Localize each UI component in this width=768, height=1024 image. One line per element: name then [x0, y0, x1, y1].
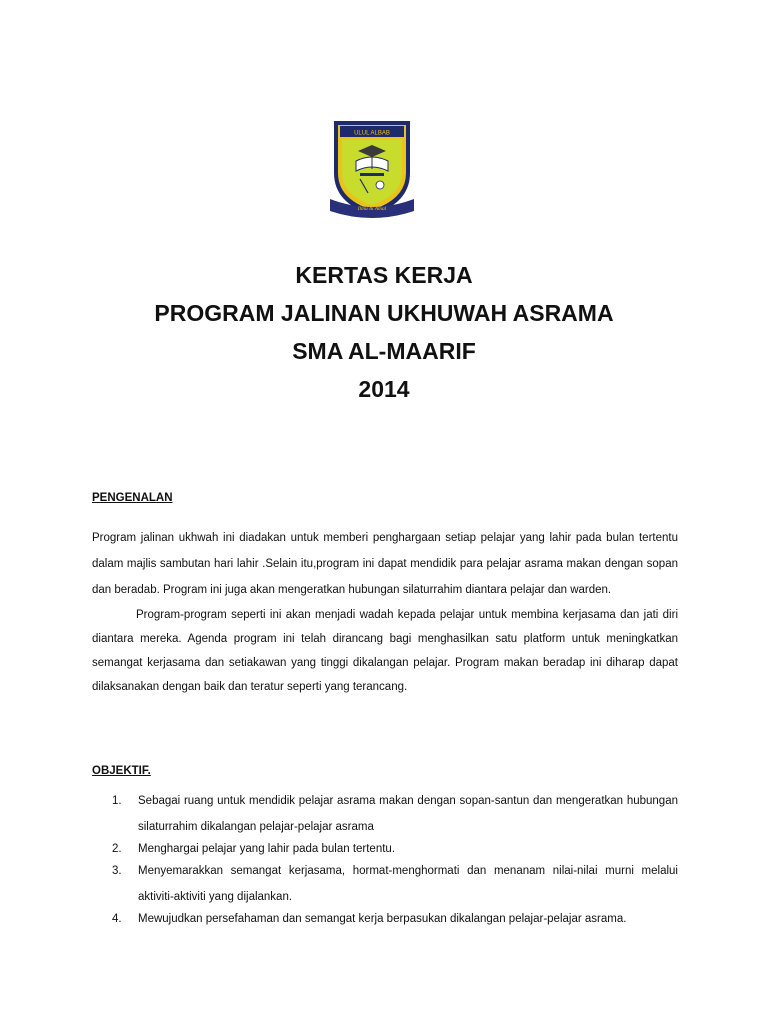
objektif-item-number: 1.: [112, 795, 122, 807]
pengenalan-paragraph-2: Program-program seperti ini akan menjadi wadah kepada pelajar untuk membina kerjasama dan jati diri diantara mereka. Agenda program ini telah dirancang bagi menghasilkan satu platform untuk meningkatkan semangat kerjasama dan setiakawan yang tinggi dikalangan pelajar. Program makan beradap ini diharap dapat dilaksanakan dengan baik dan teratur seperti yang terancang.: [92, 609, 678, 693]
pengenalan-paragraph-1: Program jalinan ukhwah ini diadakan untuk memberi penghargaan setiap pelajar yang lahir pada bulan tertentu dalam majlis sambutan hari lahir .Selain itu,program ini dapat mendidik para pelajar asrama makan dengan sopan dan beradab. Program ini juga akan mengeratkan hubungan silaturrahim diantara pelajar dan warden.: [92, 532, 678, 596]
objektif-item: [92, 858, 678, 910]
objektif-item-text: Menghargai pelajar yang lahir pada bulan tertentu.: [138, 843, 396, 855]
objektif-item: [92, 788, 678, 840]
document-title: [0, 256, 768, 408]
objektif-item-text: Sebagai ruang untuk mendidik pelajar asrama makan dengan sopan-santun dan mengeratkan hubungan silaturrahim dikalangan pelajar-pelajar asrama: [138, 795, 678, 833]
crest-ribbon-text: Ilmu & Amal: [357, 206, 387, 212]
title-line-4: 2014: [358, 376, 410, 402]
objektif-item-number: 3.: [112, 865, 122, 877]
objektif-item-number: 4.: [112, 913, 122, 925]
objektif-heading: OBJEKTIF.: [92, 765, 151, 777]
objektif-item-text: Menyemarakkan semangat kerjasama, hormat-menghormati dan menanam nilai-nilai murni melalui aktiviti-aktiviti yang dijalankan.: [138, 865, 678, 903]
objektif-item: [92, 840, 678, 858]
title-line-2: PROGRAM JALINAN UKHUWAH ASRAMA: [154, 300, 614, 326]
pengenalan-section: [92, 525, 678, 699]
title-line-1: KERTAS KERJA: [295, 262, 473, 288]
title-line-3: SMA AL-MAARIF: [292, 338, 476, 364]
objektif-item-number: 2.: [112, 843, 122, 855]
school-crest-logo: [330, 115, 414, 219]
pengenalan-heading: PENGENALAN: [92, 492, 173, 504]
objektif-list: [92, 788, 678, 928]
objektif-item-text: Mewujudkan persefahaman dan semangat kerja berpasukan dikalangan pelajar-pelajar asrama.: [138, 913, 627, 925]
crest-banner-text: ULUL ALBAB: [354, 130, 390, 137]
objektif-item: [92, 910, 678, 928]
